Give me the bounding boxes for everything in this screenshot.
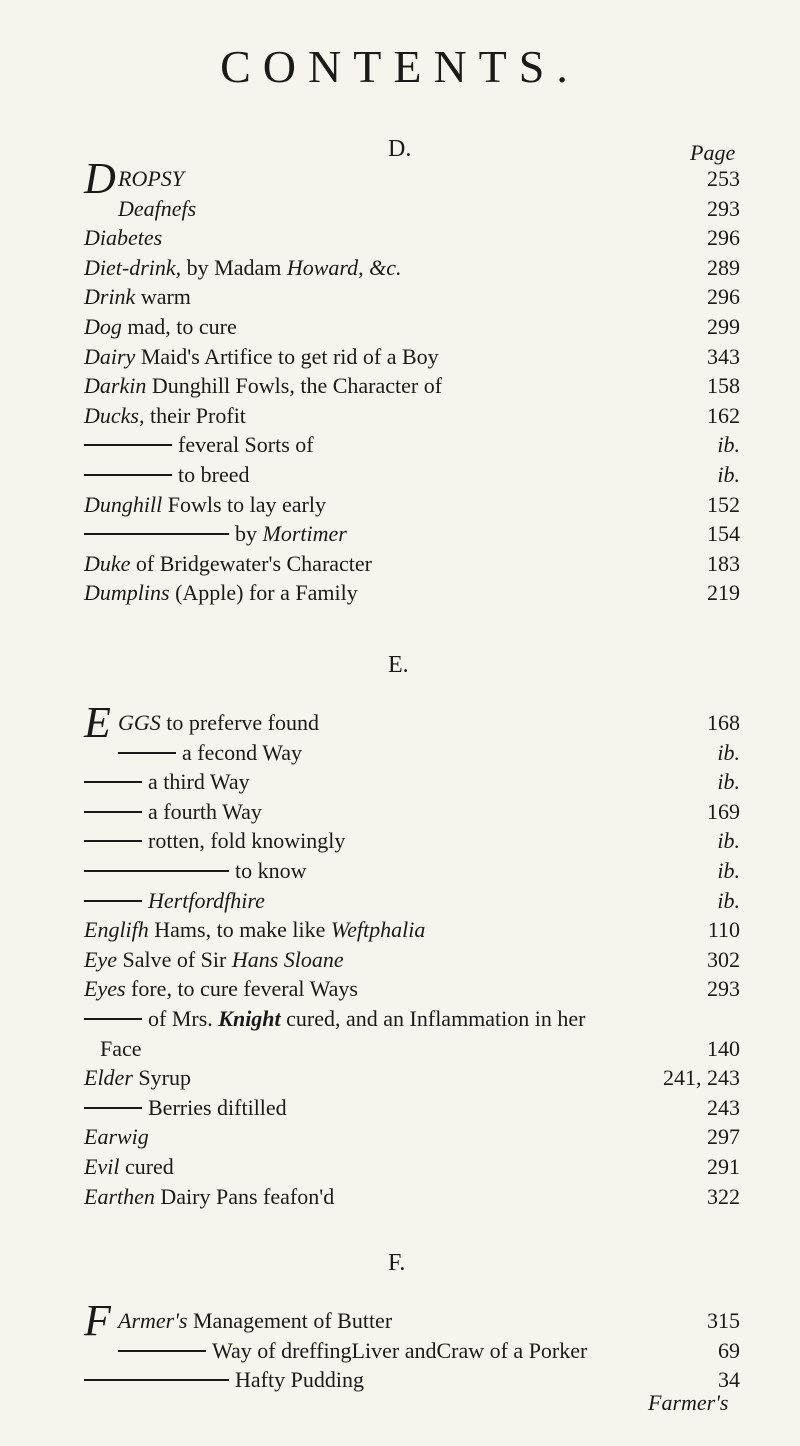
- entry-heading: Evil: [84, 1153, 120, 1179]
- drop-cap: D: [84, 154, 116, 203]
- entry-name: Knight: [218, 1005, 281, 1031]
- entry-heading: Elder: [84, 1065, 133, 1091]
- page-number: 343: [707, 343, 740, 369]
- list-item: [84, 856, 740, 886]
- list-item: [84, 1034, 740, 1064]
- entry-text: Fowls to lay early: [162, 491, 326, 517]
- list-item: [84, 738, 740, 768]
- entry-text: of Bridgewater's Character: [130, 550, 373, 576]
- list-item: [84, 154, 740, 203]
- entry-text: Dairy Pans feafon'd: [154, 1183, 335, 1209]
- page-number: 158: [707, 373, 740, 399]
- entry-text: to breed: [178, 461, 250, 487]
- section-letter-e: E.: [388, 652, 409, 678]
- page-number: 110: [707, 917, 740, 943]
- list-item: [84, 1063, 740, 1093]
- list-item: [84, 974, 740, 1004]
- list-item: [84, 797, 740, 827]
- ditto-dash: [84, 474, 172, 476]
- entry-name: Hans Sloane: [231, 946, 344, 972]
- entry-heading: GGS: [118, 710, 161, 735]
- ditto-dash: [84, 1379, 229, 1381]
- entry-text: Hams, to make like: [148, 917, 331, 943]
- entry-heading: Ducks,: [84, 402, 145, 428]
- entry-heading: Darkin: [84, 373, 147, 399]
- entry-text: cured: [119, 1153, 174, 1179]
- list-item: [84, 767, 740, 797]
- section-f-entries: [84, 1296, 740, 1395]
- page-number: 296: [707, 225, 740, 251]
- entry-text: Salve of Sir: [116, 946, 232, 972]
- list-item: [84, 1336, 740, 1366]
- list-item: [84, 886, 740, 916]
- page-number: 293: [707, 195, 740, 221]
- entry-text: to know: [235, 857, 307, 883]
- list-item: [84, 1296, 740, 1345]
- list-item: [84, 1152, 740, 1182]
- ditto-dash: [84, 900, 142, 902]
- entry-name: Mortimer: [262, 521, 347, 547]
- ditto-dash: [84, 840, 142, 842]
- page-number: 69: [718, 1337, 740, 1363]
- page-number: 243: [707, 1094, 740, 1120]
- section-letter-d: D.: [388, 136, 412, 162]
- list-item: [84, 460, 740, 490]
- list-item: [84, 194, 740, 224]
- entry-text: their Profit: [144, 402, 246, 428]
- entry-text: a fourth Way: [148, 798, 262, 824]
- entry-heading: Dog: [84, 313, 122, 339]
- list-item: [84, 1182, 740, 1212]
- list-item: [84, 826, 740, 856]
- ditto-dash: [84, 781, 142, 783]
- list-item: [84, 519, 740, 549]
- page-number: 293: [707, 976, 740, 1002]
- page-number: 289: [707, 254, 740, 280]
- list-item: [84, 1093, 740, 1123]
- page-number: 34: [718, 1367, 740, 1393]
- entry-text: feveral Sorts of: [178, 432, 314, 458]
- entry-heading: Diabetes: [84, 225, 163, 251]
- entry-heading: Englifh: [84, 917, 149, 943]
- entry-heading: Armer's: [118, 1308, 188, 1333]
- list-item: [84, 698, 740, 747]
- page-number: 169: [707, 798, 740, 824]
- page-number: 162: [707, 402, 740, 428]
- list-item: [84, 945, 740, 975]
- section-letter-f: F.: [388, 1250, 406, 1276]
- list-item: [84, 1365, 740, 1395]
- list-item: [84, 915, 740, 945]
- page-number: 296: [707, 284, 740, 310]
- page-number: ib.: [717, 432, 740, 458]
- ditto-dash: [118, 752, 176, 754]
- page-number: 183: [707, 550, 740, 576]
- list-item: [84, 430, 740, 460]
- ditto-dash: [84, 870, 229, 872]
- entry-name: Howard,: [286, 254, 364, 280]
- entry-text: Hafty Pudding: [235, 1367, 364, 1393]
- page-number: ib.: [717, 769, 740, 795]
- ditto-dash: [84, 444, 172, 446]
- page-number: ib.: [717, 828, 740, 854]
- entry-text: (Apple) for a Family: [169, 580, 358, 606]
- page-number: ib.: [717, 857, 740, 883]
- entry-heading: Dairy: [84, 343, 136, 369]
- entry-tail: cured, and an Inflammation in her: [280, 1005, 586, 1031]
- section-d-entries: [84, 154, 740, 608]
- ditto-dash: [84, 1107, 142, 1109]
- entry-heading: Eye: [84, 946, 117, 972]
- entry-name: Weftphalia: [330, 917, 426, 943]
- entry-heading: Diet-drink,: [84, 254, 182, 280]
- page-number: 315: [707, 1308, 740, 1333]
- entry-heading: Earthen: [84, 1183, 155, 1209]
- page-number: 241, 243: [663, 1065, 740, 1091]
- entry-heading: Deafnefs: [118, 195, 197, 221]
- ditto-dash: [84, 1018, 142, 1020]
- ditto-dash: [118, 1350, 206, 1352]
- list-item: [84, 578, 740, 608]
- page-number: ib.: [717, 739, 740, 765]
- entry-heading: Earwig: [84, 1124, 149, 1150]
- page-number: 322: [707, 1183, 740, 1209]
- entry-text: by Madam: [181, 254, 287, 280]
- ditto-dash: [84, 533, 229, 535]
- entry-heading: Eyes: [84, 976, 126, 1002]
- page-number: 168: [707, 710, 740, 735]
- entry-text: Maid's Artifice to get rid of a Boy: [135, 343, 439, 369]
- drop-cap: E: [84, 698, 111, 747]
- entry-text: Management of Butter: [187, 1308, 393, 1333]
- entry-heading: Drink: [84, 284, 136, 310]
- list-item: [84, 342, 740, 372]
- page-title: CONTENTS.: [220, 41, 580, 92]
- entry-text: fore, to cure feveral Ways: [125, 976, 358, 1002]
- list-item: [84, 549, 740, 579]
- list-item: [84, 401, 740, 431]
- entry-heading: Dumplins: [84, 580, 170, 606]
- page-number: ib.: [717, 887, 740, 913]
- page-column-header: Page: [690, 140, 736, 165]
- section-e-entries: [84, 698, 740, 1211]
- entry-text: Face: [100, 1035, 142, 1061]
- entry-text: by: [235, 521, 263, 547]
- catchword: Farmer's: [648, 1390, 729, 1415]
- page-number: 291: [707, 1153, 740, 1179]
- entry-heading: Dunghill: [84, 491, 163, 517]
- drop-cap: F: [84, 1296, 111, 1345]
- page-number: 219: [707, 580, 740, 606]
- entry-heading: Duke: [84, 550, 131, 576]
- entry-text: Syrup: [132, 1065, 191, 1091]
- list-item: [84, 1004, 740, 1034]
- page-number: 299: [707, 313, 740, 339]
- entry-heading: ROPSY: [118, 166, 184, 191]
- entry-text: Dunghill Fowls, the Character of: [146, 373, 443, 399]
- entry-name: Hertfordfhire: [148, 887, 265, 913]
- list-item: [84, 223, 740, 253]
- entry-text: a third Way: [148, 769, 250, 795]
- entry-text: a fecond Way: [182, 739, 302, 765]
- page-number: 140: [707, 1035, 740, 1061]
- entry-text: mad, to cure: [121, 313, 237, 339]
- page-number: 297: [707, 1124, 740, 1150]
- entry-tail: &c.: [363, 254, 402, 280]
- page-number: ib.: [717, 461, 740, 487]
- list-item: [84, 1122, 740, 1152]
- list-item: [84, 490, 740, 520]
- page-number: 152: [707, 491, 740, 517]
- list-item: [84, 282, 740, 312]
- list-item: [84, 371, 740, 401]
- entry-text: of Mrs.: [148, 1005, 219, 1031]
- entry-text: rotten, fold knowingly: [148, 828, 346, 854]
- page-number: 253: [707, 166, 740, 191]
- ditto-dash: [84, 811, 142, 813]
- entry-text: to preferve found: [160, 710, 319, 735]
- entry-text: warm: [135, 284, 191, 310]
- entry-text: Berries diftilled: [148, 1094, 287, 1120]
- entry-text: Way of dreffingLiver andCraw of a Porker: [212, 1337, 588, 1363]
- page-number: 302: [707, 946, 740, 972]
- page-number: 154: [707, 521, 740, 547]
- list-item: [84, 253, 740, 283]
- list-item: [84, 312, 740, 342]
